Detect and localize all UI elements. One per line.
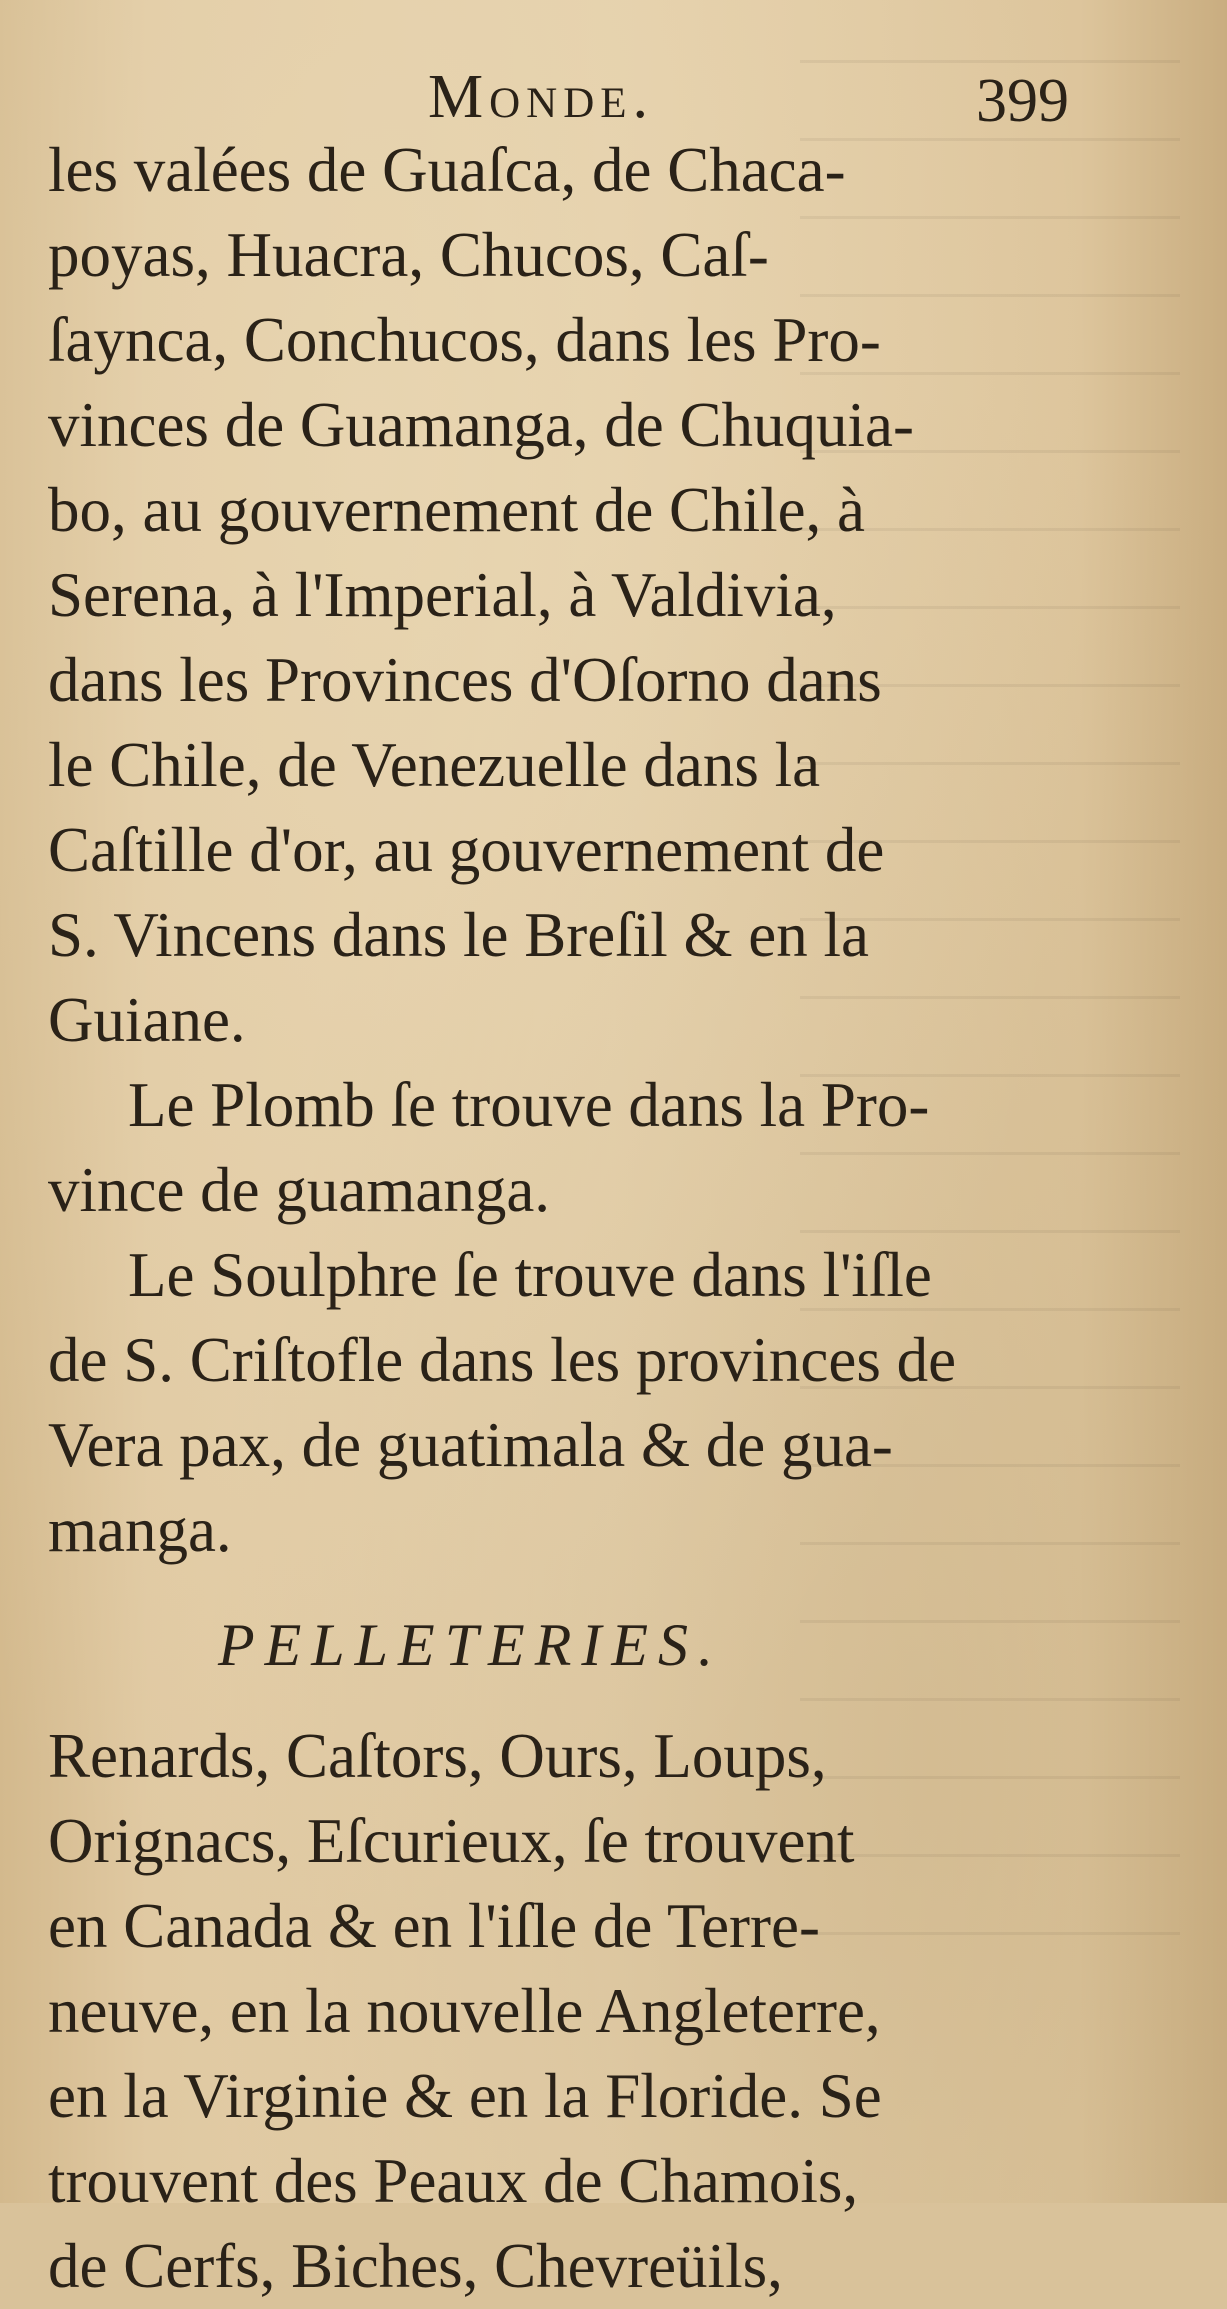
body-text — [48, 128, 1088, 2309]
text-line: neuve, en la nouvelle Angleterre, — [48, 1976, 881, 2046]
text-line: en Canada & en l'iſle de Terre- — [48, 1891, 820, 1961]
text-line: de Cerfs, Biches, Chevreüils, — [48, 2231, 783, 2301]
text-line: Serena, à l'Imperial, à Valdivia, — [48, 560, 837, 630]
text-line: les valées de Guaſca, de Chaca- — [48, 135, 846, 205]
page-number: 399 — [976, 67, 1069, 135]
text-line: Le Plomb ſe trouve dans la Pro- — [128, 1070, 930, 1140]
text-line: S. Vincens dans le Breſil & en la — [48, 900, 869, 970]
text-line: Caſtille d'or, au gouvernement de — [48, 815, 885, 885]
paragraph-continuation — [48, 128, 1088, 1063]
section-title: PELLETERIES. — [218, 1612, 723, 1678]
paragraph-soulphre — [48, 1233, 1088, 1573]
text-line: vince de guamanga. — [48, 1155, 551, 1225]
text-line: Orignacs, Eſcurieux, ſe trouvent — [48, 1806, 855, 1876]
text-line: le Chile, de Venezuelle dans la — [48, 730, 821, 800]
text-line: trouvent des Peaux de Chamois, — [48, 2146, 859, 2216]
text-line: Guiane. — [48, 985, 246, 1055]
text-line: poyas, Huacra, Chucos, Caſ- — [48, 220, 769, 290]
text-line: en la Virginie & en la Floride. Se — [48, 2061, 882, 2131]
paragraph-pelleteries — [48, 1714, 1088, 2309]
text-line: ſaynca, Conchucos, dans les Pro- — [48, 305, 881, 375]
text-line: vinces de Guamanga, de Chuquia- — [48, 390, 914, 460]
paragraph-plomb — [48, 1063, 1088, 1233]
text-line: de S. Criſtofle dans les provinces de — [48, 1325, 957, 1395]
text-line: Renards, Caſtors, Ours, Loups, — [48, 1721, 827, 1791]
text-line: dans les Provinces d'Oſorno dans — [48, 645, 882, 715]
text-line: manga. — [48, 1495, 232, 1565]
text-line: Vera pax, de guatimala & de gua- — [48, 1410, 893, 1480]
text-line: Le Soulphre ſe trouve dans l'iſle — [128, 1240, 932, 1310]
text-line: bo, au gouvernement de Chile, à — [48, 475, 866, 545]
running-head: Monde. — [428, 63, 655, 131]
